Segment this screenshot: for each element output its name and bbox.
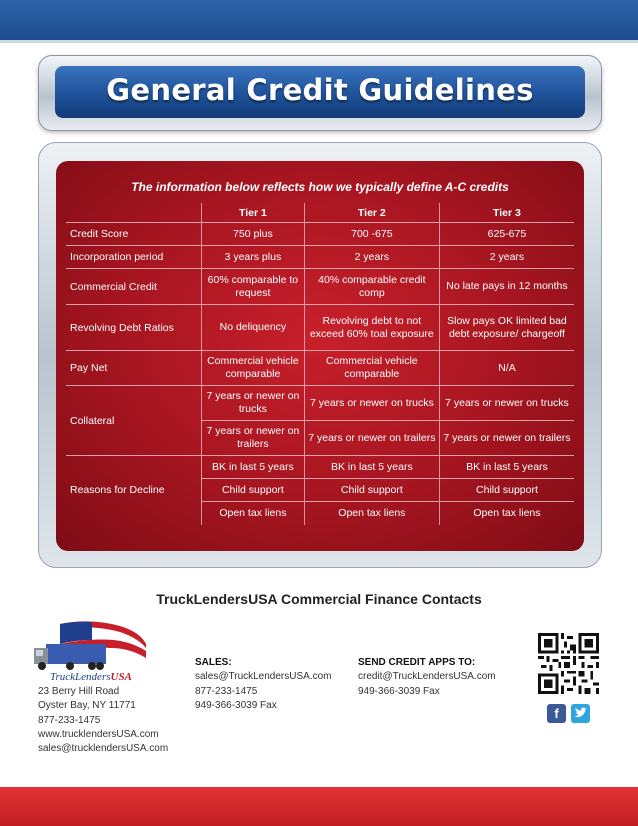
sales-heading: SALES: [195,657,232,668]
table-cell: Open tax liens [202,502,305,525]
table-cell: No deliquency [202,305,305,351]
table-cell: No late pays in 12 months [439,269,574,305]
sales-email[interactable]: sales@TruckLendersUSA.com [195,671,332,683]
table-row [66,386,574,421]
table-row [66,351,574,386]
table-cell: 7 years or newer on trailers [202,421,305,456]
guidelines-table-panel [56,161,584,551]
address-phone: 877-233-1475 [38,714,101,726]
credit-apps-heading: SEND CREDIT APPS TO: [358,657,476,668]
table-cell: BK in last 5 years [439,456,574,479]
truck-icon [34,644,106,670]
truck-logo [30,618,148,684]
table-row [66,269,574,305]
table-cell: Commercial vehicle comparable [304,351,439,386]
row-label: Credit Score [66,223,202,246]
table-cell: 3 years plus [202,246,305,269]
table-subtitle: The information below reflects how we typically define A-C credits [131,180,509,194]
table-cell: Child support [202,479,305,502]
table-cell: 700 -675 [304,223,439,246]
table-row [66,223,574,246]
credit-apps-email[interactable]: credit@TruckLendersUSA.com [358,671,496,683]
sales-contact [195,656,332,713]
credit-apps-fax: 949-366-3039 Fax [358,685,440,697]
header-blank [66,203,202,223]
table-row [66,305,574,351]
table-cell: Slow pays OK limited bad debt exposure/ chargeoff [439,305,574,351]
table-cell: 7 years or newer on trucks [202,386,305,421]
company-address [38,685,168,756]
row-label: Pay Net [66,351,202,386]
table-cell: BK in last 5 years [304,456,439,479]
bottom-red-bar [0,787,638,826]
table-cell: Revolving debt to not exceed 60% toal exposure [304,305,439,351]
table-cell: Child support [304,479,439,502]
facebook-icon[interactable]: f [547,704,566,723]
table-cell: 750 plus [202,223,305,246]
table-cell: 7 years or newer on trucks [304,386,439,421]
table-cell: 625-675 [439,223,574,246]
address-website[interactable]: www.trucklendersUSA.com [38,728,159,740]
row-label: Collateral [66,386,202,456]
page-title: General Credit Guidelines [106,73,534,107]
table-cell: 2 years [439,246,574,269]
table-cell: 7 years or newer on trucks [439,386,574,421]
credit-guidelines-table [66,203,574,525]
table-cell: Open tax liens [439,502,574,525]
table-cell: Child support [439,479,574,502]
title-plate [38,55,602,131]
logo-wordmark: TruckLendersUSA [50,671,132,683]
table-cell: 2 years [304,246,439,269]
qr-code-icon[interactable] [538,633,599,694]
table-cell: Open tax liens [304,502,439,525]
table-cell: 7 years or newer on trailers [304,421,439,456]
row-label: Revolving Debt Ratios [66,305,202,351]
header-tier-2: Tier 2 [304,203,439,223]
table-cell: 60% comparable to request [202,269,305,305]
twitter-icon[interactable] [571,704,590,723]
header-tier-3: Tier 3 [439,203,574,223]
table-cell: 40% comparable credit comp [304,269,439,305]
credit-apps-contact [358,656,496,699]
table-cell: BK in last 5 years [202,456,305,479]
table-cell: Commercial vehicle comparable [202,351,305,386]
address-email[interactable]: sales@trucklendersUSA.com [38,743,169,755]
table-row [66,456,574,479]
contacts-title: TruckLendersUSA Commercial Finance Contacts [156,591,482,607]
guidelines-panel [38,142,602,568]
sales-fax: 949-366-3039 Fax [195,699,277,711]
top-blue-bar [0,0,638,43]
table-cell: 7 years or newer on trailers [439,421,574,456]
row-label: Commercial Credit [66,269,202,305]
address-line: 23 Berry Hill Road [38,686,120,697]
table-header-row [66,203,574,223]
table-row [66,246,574,269]
sales-phone: 877-233-1475 [195,685,258,697]
table-cell: N/A [439,351,574,386]
header-tier-1: Tier 1 [202,203,305,223]
row-label: Reasons for Decline [70,484,165,497]
address-line: Oyster Bay, NY 11771 [38,700,136,712]
row-label: Incorporation period [66,246,202,269]
